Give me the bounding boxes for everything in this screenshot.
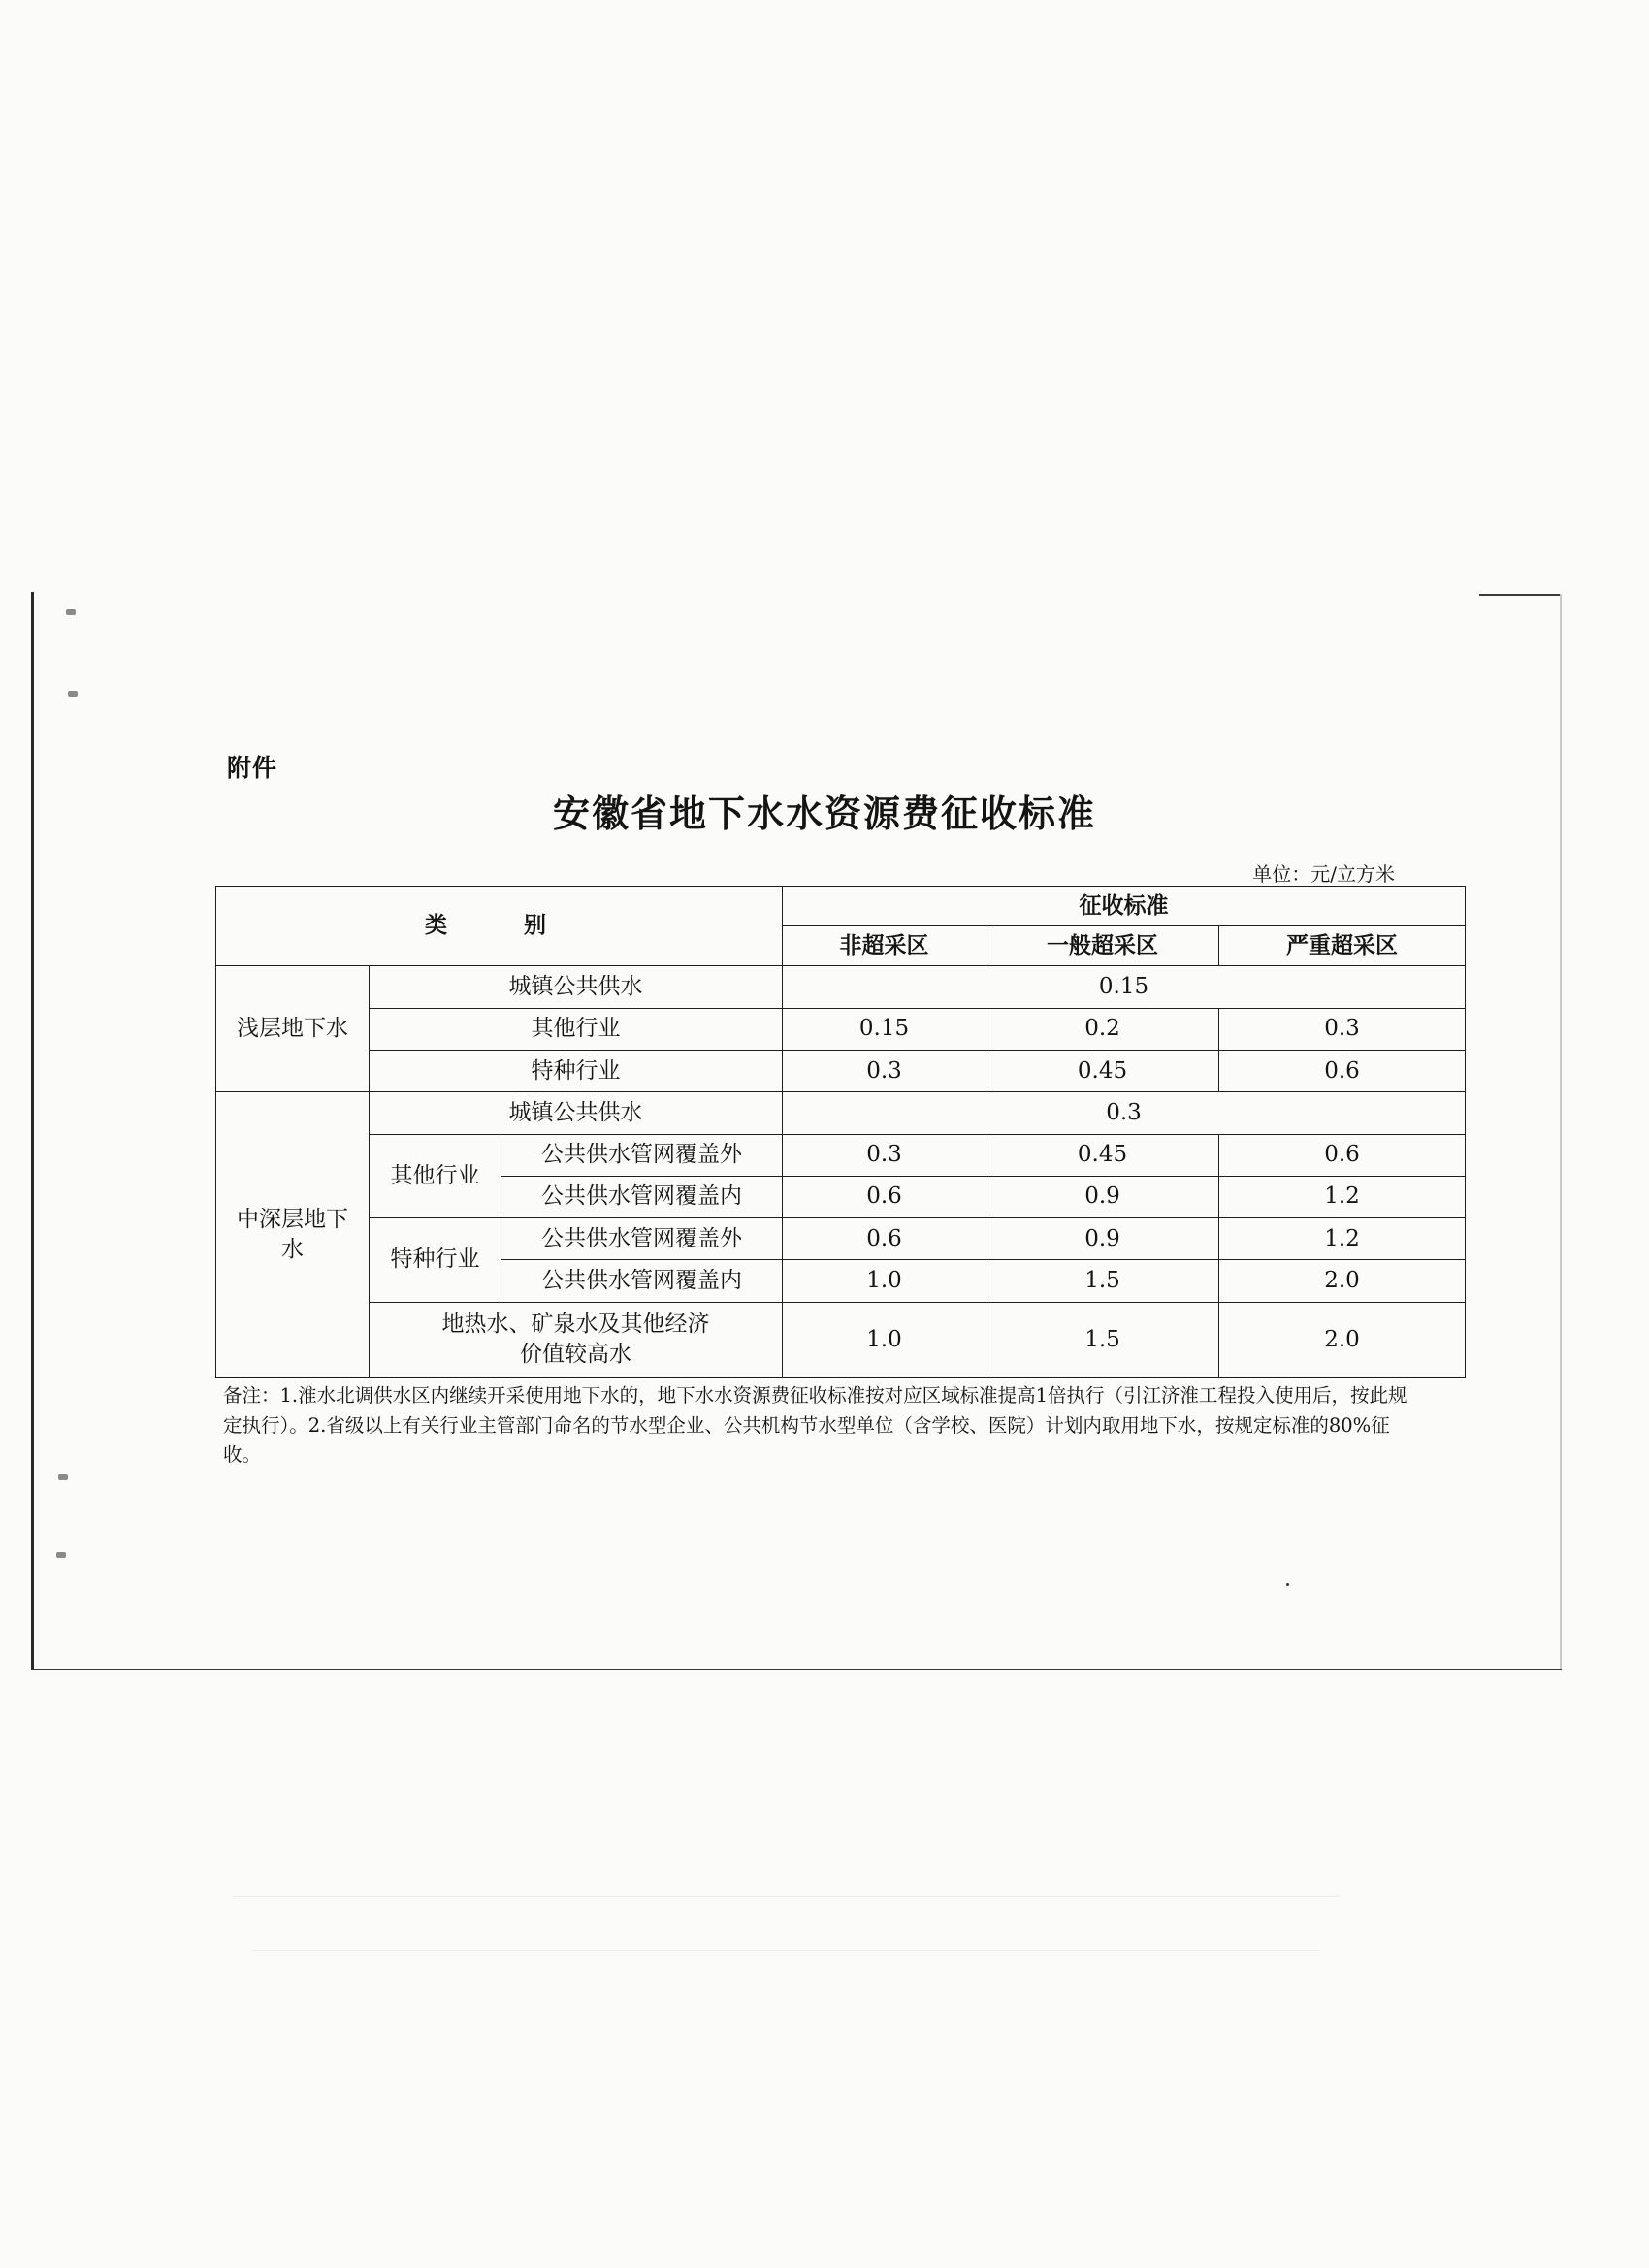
binding-mark [66, 609, 76, 615]
bleed-through-line [252, 1950, 1319, 1951]
value-cell: 1.5 [986, 1302, 1219, 1377]
zone-header-severe-overexploited: 严重超采区 [1219, 926, 1466, 966]
value-cell: 0.45 [986, 1050, 1219, 1091]
value-cell: 0.6 [1219, 1050, 1466, 1091]
table-row [216, 1218, 1466, 1260]
table-row [216, 1134, 1466, 1176]
value-cell: 0.3 [1219, 1008, 1466, 1050]
value-cell: 0.9 [986, 1218, 1219, 1260]
value-cell: 0.45 [986, 1134, 1219, 1176]
table-row [216, 966, 1466, 1008]
binding-mark [56, 1552, 66, 1558]
document-title: 安徽省地下水水资源费征收标准 [552, 792, 1096, 835]
binding-mark [68, 691, 78, 697]
value-cell: 0.3 [783, 1134, 986, 1176]
bleed-through-line [233, 1896, 1339, 1897]
value-cell: 0.6 [783, 1218, 986, 1260]
row-label: 城镇公共供水 [370, 966, 783, 1008]
zone-header-non-overexploited: 非超采区 [783, 926, 986, 966]
row-label: 城镇公共供水 [370, 1092, 783, 1134]
category-header: 类 别 [216, 887, 783, 966]
table-row [216, 1092, 1466, 1134]
row-label: 公共供水管网覆盖内 [501, 1260, 783, 1302]
value-cell: 2.0 [1219, 1260, 1466, 1302]
value-cell: 0.3 [783, 1092, 1466, 1134]
table-row [216, 1050, 1466, 1091]
value-cell: 1.5 [986, 1260, 1219, 1302]
value-cell: 1.2 [1219, 1218, 1466, 1260]
deep-groundwater-label: 中深层地下水 [216, 1092, 370, 1378]
value-cell: 0.15 [783, 1008, 986, 1050]
row-label: 公共供水管网覆盖外 [501, 1134, 783, 1176]
shallow-groundwater-label: 浅层地下水 [216, 966, 370, 1092]
scan-edge-right [1560, 594, 1562, 1670]
row-label: 特种行业 [370, 1050, 783, 1091]
attachment-label: 附件 [227, 754, 278, 782]
scan-edge-top [1479, 594, 1562, 596]
fee-table [215, 886, 1466, 1378]
row-label: 公共供水管网覆盖外 [501, 1218, 783, 1260]
value-cell: 0.6 [783, 1176, 986, 1217]
table-row [216, 1008, 1466, 1050]
value-cell: 2.0 [1219, 1302, 1466, 1377]
row-group-label: 其他行业 [370, 1134, 501, 1218]
zone-header-general-overexploited: 一般超采区 [986, 926, 1219, 966]
value-cell: 0.9 [986, 1176, 1219, 1217]
binding-mark [58, 1474, 68, 1480]
value-cell: 1.0 [783, 1302, 986, 1377]
table-row [216, 1302, 1466, 1377]
value-cell: 0.15 [783, 966, 1466, 1008]
table-notes: 备注：1.淮水北调供水区内继续开采使用地下水的，地下水水资源费征收标准按对应区域标准提高1倍执行（引江济淮工程投入使用后，按此规定执行）。2.省级以上有关行业主管部门命名的节水型企业、公共机构节水型单位（含学校、医院）计划内取用地下水，按规定标准的80%征收。 [223, 1384, 1407, 1467]
row-label: 其他行业 [370, 1008, 783, 1050]
standard-header: 征收标准 [783, 887, 1466, 926]
value-cell: 1.2 [1219, 1176, 1466, 1217]
table-header-row [216, 887, 1466, 926]
row-label: 公共供水管网覆盖内 [501, 1176, 783, 1217]
scan-speck [1286, 1583, 1289, 1586]
value-cell: 1.0 [783, 1260, 986, 1302]
value-cell: 0.6 [1219, 1134, 1466, 1176]
scan-edge-left [31, 592, 34, 1669]
row-label: 地热水、矿泉水及其他经济价值较高水 [370, 1302, 783, 1377]
scan-edge-bottom [31, 1669, 1562, 1670]
row-group-label: 特种行业 [370, 1218, 501, 1303]
value-cell: 0.2 [986, 1008, 1219, 1050]
value-cell: 0.3 [783, 1050, 986, 1091]
unit-label: 单位：元/立方米 [1252, 862, 1395, 886]
